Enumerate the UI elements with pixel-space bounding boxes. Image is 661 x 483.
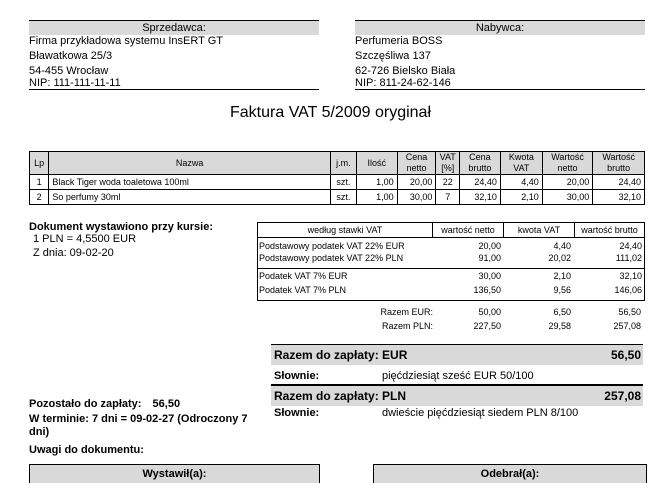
- col-vat: VAT [%]: [436, 152, 460, 175]
- col-net-value: Wartość netto: [542, 152, 593, 175]
- words-eur: [271, 368, 643, 385]
- total-due-eur-label: Razem do zapłaty: EUR: [274, 348, 408, 362]
- words-eur-text: pięćdziesiąt sześć EUR 50/100: [382, 370, 534, 382]
- total-due-eur-value: 56,50: [610, 348, 641, 362]
- words-pln: [271, 406, 643, 422]
- remaining-label: Pozostało do zapłaty:: [29, 398, 142, 410]
- exchange-date: Z dnia: 09-02-20: [33, 247, 114, 259]
- col-unit: j.m.: [331, 152, 357, 175]
- invoice-title: Faktura VAT 5/2009 oryginał: [230, 104, 431, 121]
- buyer-section: [355, 20, 645, 90]
- vat-total-eur: Razem EUR: 50,00 6,50 56,50: [380, 307, 641, 317]
- col-qty: Ilość: [356, 152, 397, 175]
- vat-summary-header: według stawki VAT wartość netto kwota VAT wartość brutto: [258, 223, 644, 238]
- payment-term: W terminie: 7 dni = 09-02-27 (Odroczony 7 dni): [29, 413, 248, 438]
- col-vat-amount: Kwota VAT: [500, 152, 542, 175]
- seller-nip: NIP: 111-111-11-11: [29, 77, 319, 90]
- col-gross-price: Cena brutto: [460, 152, 501, 175]
- items-header-row: [30, 152, 645, 175]
- col-gross-value: Wartość brutto: [593, 152, 645, 175]
- words-pln-label: Słownie:: [274, 407, 320, 419]
- received-by-header: Odebrał(a):: [373, 464, 647, 483]
- buyer-name: Perfumeria BOSS: [355, 35, 443, 47]
- buyer-nip: NIP: 811-24-62-146: [355, 77, 645, 90]
- col-lp: Lp: [30, 152, 49, 175]
- vat-total-pln: Razem PLN: 227,50 29,58 257,08: [381, 321, 641, 331]
- seller-name: Firma przykładowa systemu InsERT GT: [29, 35, 223, 47]
- col-net-price: Cena netto: [397, 152, 436, 175]
- total-due-pln-value: 257,08: [604, 389, 641, 403]
- vat-summary-box: [257, 222, 645, 301]
- words-eur-label: Słownie:: [274, 370, 320, 382]
- vat-summary-row: Podstawowy podatek VAT 22% EUR 20,00 4,40 24,40: [259, 241, 642, 251]
- vat-summary-row: Podatek VAT 7% EUR 30,00 2,10 32,10: [259, 271, 642, 281]
- total-due-pln-label: Razem do zapłaty: PLN: [274, 389, 407, 403]
- vat-summary-row: Podstawowy podatek VAT 22% PLN 91,00 20,02 111,02: [258, 252, 644, 269]
- total-due-eur: [271, 344, 643, 365]
- exchange-rate: 1 PLN = 4,5500 EUR: [33, 233, 137, 245]
- remarks-label: Uwagi do dokumentu:: [29, 444, 144, 456]
- seller-city: 54-455 Wrocław: [29, 65, 109, 77]
- table-row: 1 Black Tiger woda toaletowa 100ml szt. 1,00 20,00 22 24,40 4,40 20,00 24,40: [30, 175, 645, 190]
- issued-by-header: Wystawił(a):: [29, 464, 320, 483]
- words-pln-text: dwieście pięćdziesiąt siedem PLN 8/100: [382, 407, 579, 419]
- buyer-street: Szczęśliwa 137: [355, 50, 431, 62]
- exchange-heading: Dokument wystawiono przy kursie:: [29, 221, 213, 233]
- seller-header: Sprzedawca:: [29, 20, 319, 35]
- buyer-header: Nabywca:: [355, 20, 645, 35]
- vat-totals: [257, 305, 643, 333]
- remaining-value: 56,50: [152, 398, 181, 410]
- vat-summary-row: Podatek VAT 7% PLN 136,50 9,56 146,06: [259, 285, 642, 295]
- buyer-city: 62-726 Bielsko Biała: [355, 65, 456, 77]
- seller-street: Bławatkowa 25/3: [29, 50, 113, 62]
- items-table: [29, 151, 645, 205]
- remaining-to-pay: [29, 398, 180, 410]
- table-row: 2 So perfumy 30ml szt. 1,00 30,00 7 32,10 2,10 30,00 32,10: [30, 190, 645, 205]
- col-name: Nazwa: [49, 152, 331, 175]
- total-due-pln: [271, 385, 643, 406]
- seller-section: [29, 20, 319, 90]
